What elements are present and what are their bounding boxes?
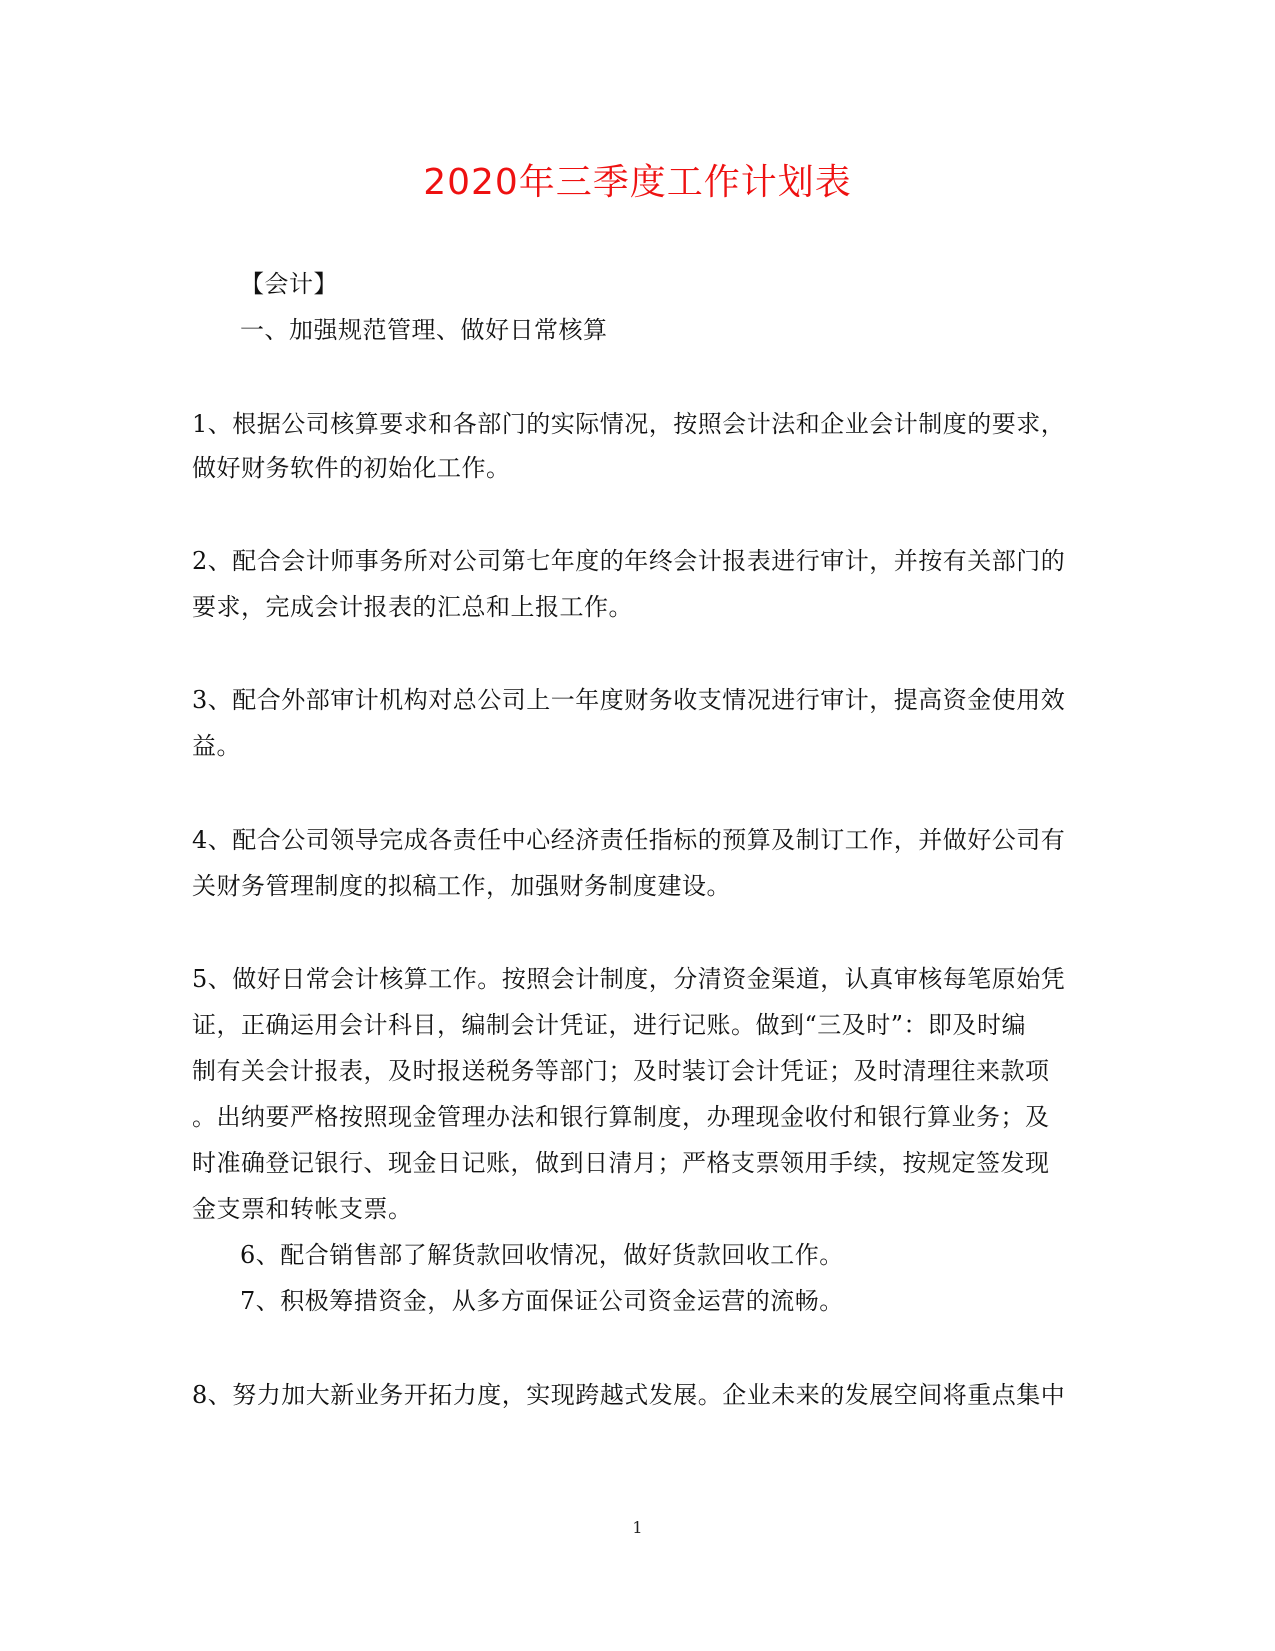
document-title: 2020年三季度工作计划表 xyxy=(423,162,852,203)
paragraph-4-line-1: 4、配合公司领导完成各责任中心经济责任指标的预算及制订工作，并做好公司有 xyxy=(192,826,1066,854)
paragraph-5-line-6: 金支票和转帐支票。 xyxy=(192,1195,413,1223)
paragraph-1-line-2: 做好财务软件的初始化工作。 xyxy=(192,454,511,482)
section-label: 【会计】 xyxy=(240,270,338,298)
paragraph-5-line-3: 制有关会计报表，及时报送税务等部门；及时装订会计凭证；及时清理往来款项 xyxy=(192,1057,1050,1085)
paragraph-2-line-2: 要求，完成会计报表的汇总和上报工作。 xyxy=(192,593,633,621)
paragraph-5-line-4: 。出纳要严格按照现金管理办法和银行算制度，办理现金收付和银行算业务；及 xyxy=(192,1103,1050,1131)
paragraph-4-line-2: 关财务管理制度的拟稿工作，加强财务制度建设。 xyxy=(192,872,731,900)
list-item-6: 6、配合销售部了解货款回收情况，做好货款回收工作。 xyxy=(240,1241,844,1269)
paragraph-5-line-1: 5、做好日常会计核算工作。按照会计制度，分清资金渠道，认真审核每笔原始凭 xyxy=(192,965,1066,993)
paragraph-1-line-1: 1、根据公司核算要求和各部门的实际情况，按照会计法和企业会计制度的要求， xyxy=(192,410,1066,438)
paragraph-5-line-2: 证，正确运用会计科目，编制会计凭证，进行记账。做到“三及时”：即及时编 xyxy=(192,1011,1027,1039)
paragraph-5-line-5: 时准确登记银行、现金日记账，做到日清月；严格支票领用手续，按规定签发现 xyxy=(192,1149,1050,1177)
paragraph-2-line-1: 2、配合会计师事务所对公司第七年度的年终会计报表进行审计，并按有关部门的 xyxy=(192,547,1066,575)
page-number: 1 xyxy=(632,1518,643,1537)
paragraph-3-line-2: 益。 xyxy=(192,732,241,760)
list-item-8: 8、努力加大新业务开拓力度，实现跨越式发展。企业未来的发展空间将重点集中 xyxy=(192,1381,1066,1409)
list-item-7: 7、积极筹措资金，从多方面保证公司资金运营的流畅。 xyxy=(240,1287,844,1315)
section-heading: 一、加强规范管理、做好日常核算 xyxy=(240,316,608,344)
paragraph-3-line-1: 3、配合外部审计机构对总公司上一年度财务收支情况进行审计，提高资金使用效 xyxy=(192,686,1066,714)
